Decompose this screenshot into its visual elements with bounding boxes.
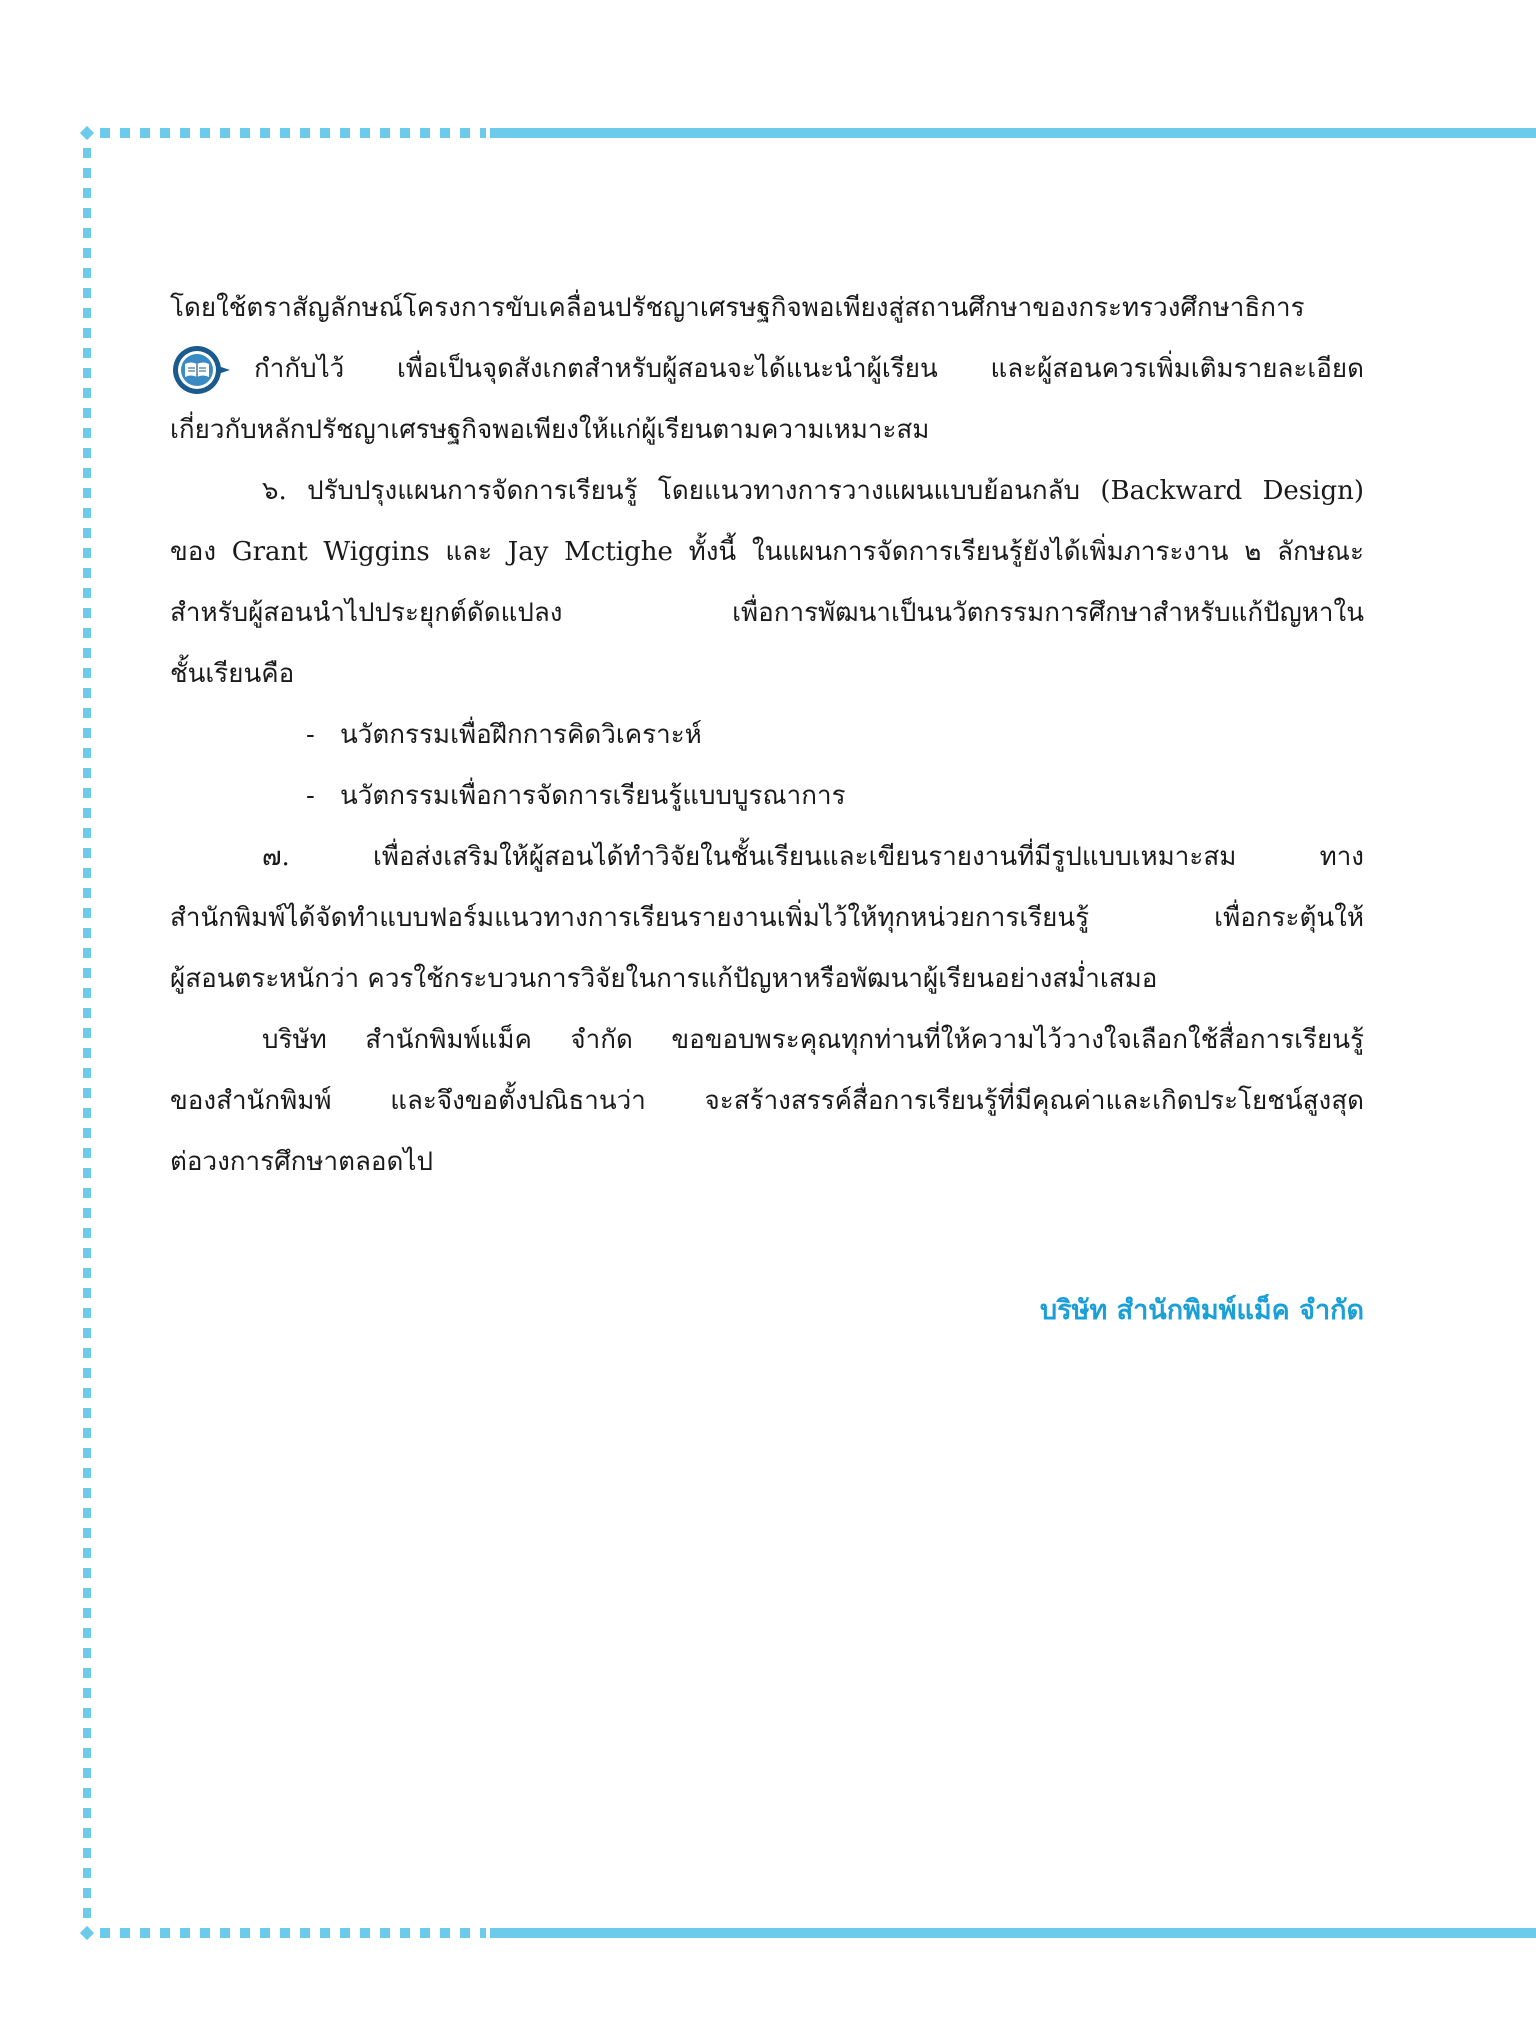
item-7-line-1: ๗. เพื่อส่งเสริมให้ผู้สอนได้ทำวิจัยในชั้นเรียนและเขียนรายงานที่มีรูปแบบเหมาะสม ทาง bbox=[262, 842, 1364, 872]
paragraph-1-line-3: เกี่ยวกับหลักปรัชญาเศรษฐกิจพอเพียงให้แก่ผู้เรียนตามความเหมาะสม bbox=[170, 415, 930, 445]
sufficiency-economy-emblem-icon bbox=[170, 344, 240, 396]
item-6-line-1: ๖. ปรับปรุงแผนการจัดการเรียนรู้ โดยแนวทางการวางแผนแบบย้อนกลับ (Backward Design) bbox=[262, 476, 1364, 506]
item-6-line-3: สำหรับผู้สอนนำไปประยุกต์ดัดแปลง เพื่อการพัฒนาเป็นนวัตกรรมการศึกษาสำหรับแก้ปัญหาใน bbox=[170, 598, 1364, 628]
bullet-item-2-text: นวัตกรรมเพื่อการจัดการเรียนรู้แบบบูรณาการ bbox=[340, 781, 846, 811]
closing-line-3: ต่อวงการศึกษาตลอดไป bbox=[170, 1147, 433, 1177]
item-7-line-2: สำนักพิมพ์ได้จัดทำแบบฟอร์มแนวทางการเรียนรายงานเพิ่มไว้ให้ทุกหน่วยการเรียนรู้ เพื่อกระตุ้นให้ bbox=[170, 903, 1364, 933]
item-7-line-3: ผู้สอนตระหนักว่า ควรใช้กระบวนการวิจัยในการแก้ปัญหาหรือพัฒนาผู้เรียนอย่างสม่ำเสมอ bbox=[170, 964, 1158, 994]
item-6-line-2: ของ Grant Wiggins และ Jay Mctighe ทั้งนี้ ในแผนการจัดการเรียนรู้ยังได้เพิ่มภาระงาน ๒ ลักษณะ bbox=[170, 537, 1364, 567]
bullet-item-1-text: นวัตกรรมเพื่อฝึกการคิดวิเคราะห์ bbox=[340, 720, 702, 750]
frame-top-dotted-border bbox=[100, 128, 486, 138]
paragraph-1-line-2 bbox=[170, 339, 1364, 400]
page-body bbox=[170, 278, 1364, 1193]
item-6-line-4: ชั้นเรียนคือ bbox=[170, 659, 295, 689]
paragraph-1-line-2-text: กำกับไว้ เพื่อเป็นจุดสังเกตสำหรับผู้สอนจะได้แนะนำผู้เรียน และผู้สอนควรเพิ่มเติมรายละเอียด bbox=[254, 354, 1364, 384]
bullet-marker: - bbox=[306, 720, 315, 750]
bullet-item-1 bbox=[170, 705, 1364, 766]
publisher-signature: บริษัท สำนักพิมพ์แม็ค จำกัด bbox=[1040, 1295, 1364, 1326]
frame-bottom-dotted-border bbox=[100, 1928, 486, 1938]
bullet-marker: - bbox=[306, 781, 315, 811]
closing-line-2: ของสำนักพิมพ์ และจึงขอตั้งปณิธานว่า จะสร้างสรรค์สื่อการเรียนรู้ที่มีคุณค่าและเกิดประโยชน์สูงสุด bbox=[170, 1086, 1364, 1116]
frame-top-solid-border bbox=[490, 128, 1536, 138]
frame-corner-top-left bbox=[80, 126, 94, 140]
frame-corner-bottom-left bbox=[80, 1926, 94, 1940]
frame-bottom-solid-border bbox=[490, 1928, 1536, 1938]
bullet-item-2 bbox=[170, 766, 1364, 827]
paragraph-1-line-1: โดยใช้ตราสัญลักษณ์โครงการขับเคลื่อนปรัชญาเศรษฐกิจพอเพียงสู่สถานศึกษาของกระทรวงศึกษาธิการ bbox=[170, 293, 1305, 323]
closing-line-1: บริษัท สำนักพิมพ์แม็ค จำกัด ขอขอบพระคุณทุกท่านที่ให้ความไว้วางใจเลือกใช้สื่อการเรียนรู้ bbox=[262, 1025, 1364, 1055]
frame-left-dotted-border bbox=[83, 148, 91, 1918]
